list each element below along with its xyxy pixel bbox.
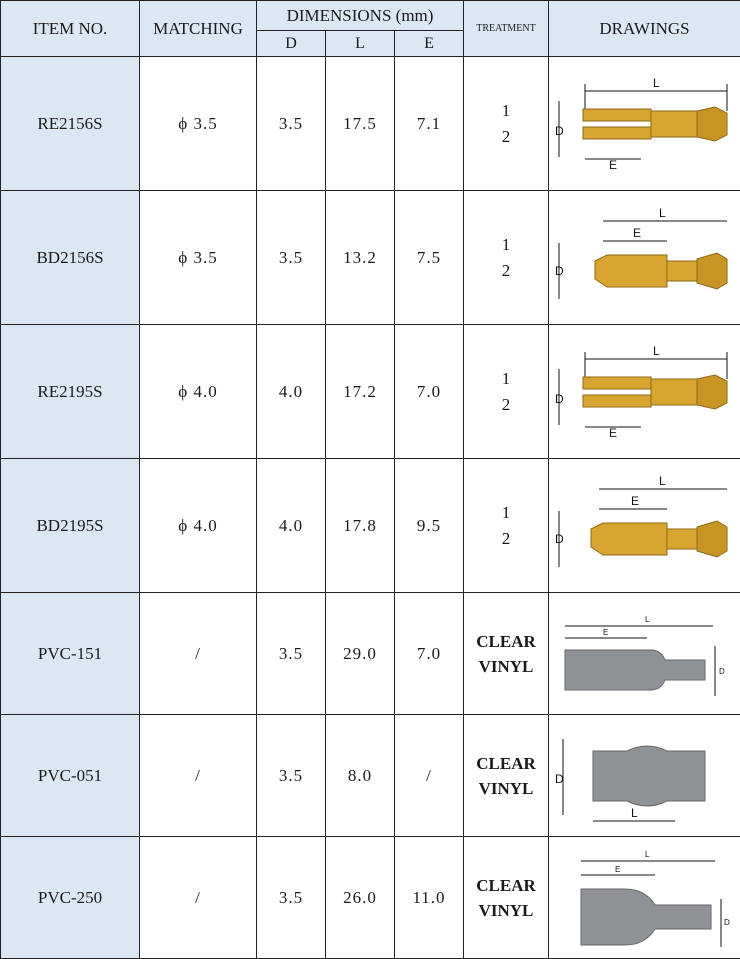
dim-d: 4.0 — [257, 459, 326, 593]
dim-l: 17.8 — [326, 459, 395, 593]
svg-text:E: E — [603, 628, 608, 637]
svg-text:D: D — [719, 667, 725, 676]
svg-text:E: E — [633, 226, 641, 240]
item-no: RE2156S — [1, 57, 140, 191]
item-no: BD2195S — [1, 459, 140, 593]
svg-text:D: D — [555, 264, 564, 278]
drawing-pvc-sleeve — [549, 593, 740, 715]
header-l: L — [326, 31, 395, 57]
svg-text:D: D — [724, 918, 730, 927]
table-row — [1, 459, 740, 593]
svg-text:L: L — [659, 474, 666, 488]
item-no: PVC-051 — [1, 715, 140, 837]
table-row — [1, 715, 740, 837]
svg-text:D: D — [555, 392, 564, 406]
svg-text:L: L — [645, 615, 650, 624]
item-no: PVC-250 — [1, 837, 140, 959]
svg-text:L: L — [659, 206, 666, 220]
drawing-ridged-terminal — [549, 325, 740, 459]
header-matching: MATCHING — [140, 1, 257, 57]
svg-text:L: L — [631, 806, 638, 820]
header-e: E — [395, 31, 464, 57]
svg-text:L: L — [653, 344, 660, 358]
dim-l: 8.0 — [326, 715, 395, 837]
dim-l: 26.0 — [326, 837, 395, 959]
svg-text:D: D — [555, 124, 564, 138]
dim-e: 7.0 — [395, 325, 464, 459]
treatment: 1 2 — [464, 57, 549, 191]
dim-d: 3.5 — [257, 57, 326, 191]
dim-d: 3.5 — [257, 191, 326, 325]
matching: / — [140, 715, 257, 837]
treatment: 1 2 — [464, 459, 549, 593]
drawing-bullet-terminal — [549, 191, 740, 325]
dim-l: 13.2 — [326, 191, 395, 325]
dim-l: 17.2 — [326, 325, 395, 459]
svg-text:D: D — [555, 532, 564, 546]
svg-text:L: L — [653, 76, 660, 90]
svg-text:E: E — [631, 494, 639, 508]
treatment: CLEAR VINYL — [464, 593, 549, 715]
treatment: CLEAR VINYL — [464, 837, 549, 959]
item-no: BD2156S — [1, 191, 140, 325]
dim-d: 3.5 — [257, 837, 326, 959]
drawing-pvc-funnel-sleeve — [549, 837, 740, 959]
dim-d: 3.5 — [257, 593, 326, 715]
svg-text:E: E — [609, 158, 617, 172]
svg-text:E: E — [609, 426, 617, 440]
table-row — [1, 57, 740, 191]
svg-text:D: D — [555, 772, 564, 786]
item-no: PVC-151 — [1, 593, 140, 715]
dim-l: 29.0 — [326, 593, 395, 715]
treatment: CLEAR VINYL — [464, 715, 549, 837]
table-row — [1, 593, 740, 715]
item-no: RE2195S — [1, 325, 140, 459]
header-treatment: TREATMENT — [464, 1, 549, 57]
treatment: 1 2 — [464, 191, 549, 325]
matching: / — [140, 593, 257, 715]
drawing-pvc-short-sleeve — [549, 715, 740, 837]
table-row — [1, 191, 740, 325]
header-item-no: ITEM NO. — [1, 1, 140, 57]
drawing-ridged-terminal — [549, 57, 740, 191]
dim-d: 3.5 — [257, 715, 326, 837]
matching: ϕ 4.0 — [140, 459, 257, 593]
dim-e: 7.1 — [395, 57, 464, 191]
treatment: 1 2 — [464, 325, 549, 459]
dim-e: 11.0 — [395, 837, 464, 959]
header-d: D — [257, 31, 326, 57]
svg-text:E: E — [615, 865, 620, 874]
table-row — [1, 325, 740, 459]
matching: / — [140, 837, 257, 959]
header-dimensions: DIMENSIONS (mm) — [257, 1, 464, 31]
header-drawings: DRAWINGS — [549, 1, 740, 57]
matching: ϕ 3.5 — [140, 191, 257, 325]
dim-d: 4.0 — [257, 325, 326, 459]
dim-e: 7.0 — [395, 593, 464, 715]
matching: ϕ 3.5 — [140, 57, 257, 191]
dim-e: 7.5 — [395, 191, 464, 325]
matching: ϕ 4.0 — [140, 325, 257, 459]
drawing-bullet-terminal — [549, 459, 740, 593]
dim-e: / — [395, 715, 464, 837]
table-row — [1, 837, 740, 959]
svg-text:L: L — [645, 850, 650, 859]
dim-l: 17.5 — [326, 57, 395, 191]
dim-e: 9.5 — [395, 459, 464, 593]
